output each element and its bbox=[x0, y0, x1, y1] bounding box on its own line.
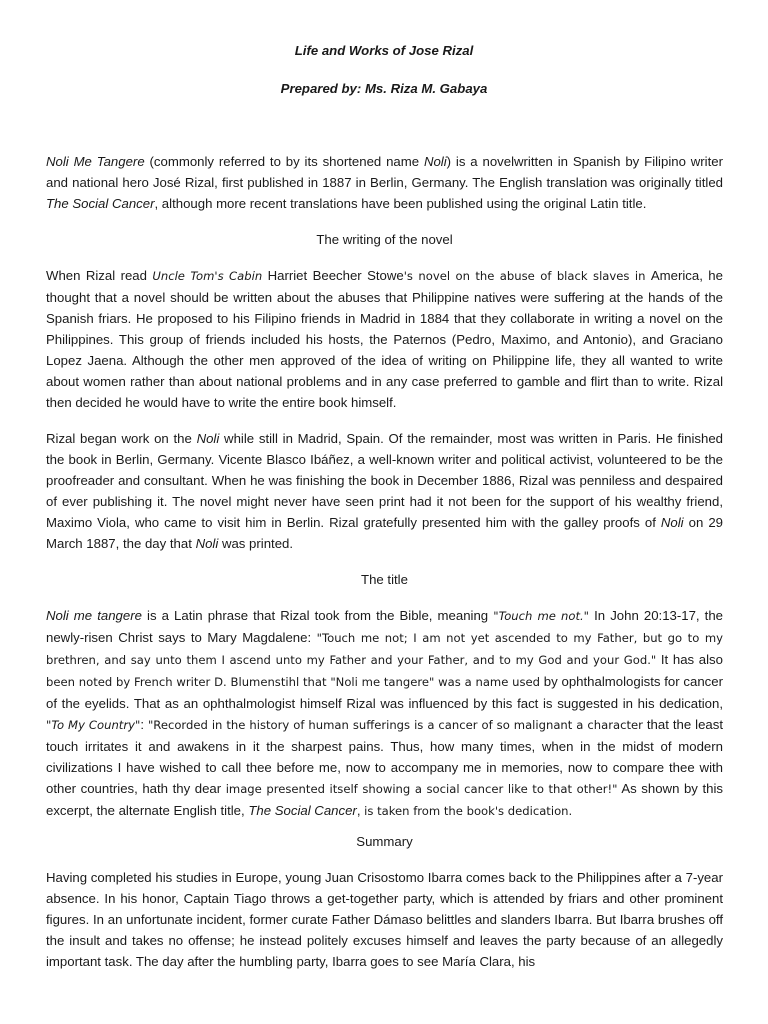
writing-paragraph-2 bbox=[46, 428, 723, 554]
paragraph-text: In John 20:13-17, the newly-risen Christ says to Mary Magdalene: bbox=[46, 608, 724, 645]
quote-text: is taken from the book's dedication. bbox=[364, 804, 573, 818]
book-title-text: Uncle Tom's Cabin bbox=[152, 269, 263, 283]
quote-text: "To My Country" bbox=[46, 718, 141, 732]
paragraph bbox=[46, 265, 723, 413]
paragraph-text: , although more recent translations have been published using the original Latin title. bbox=[154, 196, 647, 211]
paragraph-text: : bbox=[140, 717, 148, 732]
paragraph-text: that the least touch irritates it and awakens in it the sharpest pains. Thus, how many times, when in the midst of modern civilizations I have wished to call thee before me, now to accompany me in memories, now to compare thee with other countries, hath thy dear bbox=[46, 717, 724, 796]
emphasis-text: Noli Me Tangere bbox=[46, 154, 145, 169]
paragraph-text: (commonly referred to by its shortened name bbox=[144, 154, 424, 169]
emphasis-text: The Social Cancer bbox=[46, 196, 155, 211]
emphasis-text: Noli bbox=[195, 536, 219, 551]
section-heading-summary bbox=[46, 833, 723, 851]
document-title: Life and Works of Jose Rizal bbox=[294, 43, 474, 58]
paragraph-text: Harriet Beecher Stowe bbox=[262, 268, 404, 283]
section-heading-title bbox=[46, 571, 723, 589]
paragraph-text: It has also bbox=[656, 652, 723, 667]
document-author: Prepared by: Ms. Riza M. Gabaya bbox=[280, 81, 488, 96]
section-title: The writing of the novel bbox=[316, 232, 453, 247]
title-paragraph bbox=[46, 605, 723, 822]
emphasis-text: Noli bbox=[196, 431, 220, 446]
paragraph-text: was printed. bbox=[218, 536, 294, 551]
quote-text: been noted by French writer D. Blumenstihl that "Noli me tangere" was a name used bbox=[46, 675, 541, 689]
paragraph-text: As shown by this excerpt, the alternate English title, bbox=[46, 781, 723, 818]
paragraph-text: ) is a novelwritten in Spanish by Filipino writer and national hero José Rizal, first published in 1887 in Berlin, Germany. The English translation was originally titled bbox=[46, 154, 724, 190]
paragraph-text: 's novel on the abuse of black slaves in bbox=[403, 269, 651, 283]
emphasis-text: Noli bbox=[423, 154, 447, 169]
emphasis-text: Noli me tangere bbox=[46, 608, 142, 623]
paragraph-text: while still in Madrid, Spain. Of the remainder, most was written in Paris. He finished the book in Berlin, Germany. Vicente Blasco Ibáñez, a well-known writer and political activist, volunteered to be the proofreader and consultant. When he was finishing the book in December 1886, Rizal was penniless and despaired of ever publishing it. The novel might never have seen print had it not been for the support of his wealthy friend, Maximo Viola, who came to visit him in Berlin. Rizal gratefully presented him with the galley proofs of bbox=[46, 431, 723, 530]
paragraph: Having completed his studies in Europe, young Juan Crisostomo Ibarra comes back to the Philippines after a 7-year absence. In his honor, Captain Tiago throws a get-together party, which is attended by friars and other prominent figures. In an unfortunate incident, former curate Father Dámaso belittles and slanders Ibarra. But Ibarra brushes off the insult and takes no offense; he instead politely excuses himself and leaves the party because of an allegedly important task. The day after the humbling party, Ibarra goes to see María Clara, his bbox=[46, 870, 723, 969]
writing-paragraph-1 bbox=[46, 265, 723, 413]
paragraph-text: on 29 March 1887, the day that bbox=[46, 515, 723, 551]
intro-section bbox=[46, 151, 723, 214]
paragraph bbox=[46, 428, 723, 554]
quote-text: "Touch me not; I am not yet ascended to my Father, but go to my brethren, and say unto them I ascend unto my Father and your Father, and to my God and your God." bbox=[46, 631, 723, 667]
emphasis-text: Noli bbox=[660, 515, 684, 530]
paragraph-text: is a Latin phrase that Rizal took from the Bible, meaning bbox=[141, 608, 494, 623]
paragraph-text: When Rizal read bbox=[46, 268, 153, 283]
paragraph-text: , bbox=[356, 803, 365, 818]
paragraph bbox=[46, 605, 723, 822]
quote-text: image presented itself showing a social cancer like to that other!" bbox=[225, 782, 618, 796]
quote-text: "Touch me not." bbox=[493, 609, 590, 623]
section-title: The title bbox=[361, 572, 408, 587]
quote-text: "Recorded in the history of human sufferings is a cancer of so malignant a character bbox=[147, 718, 643, 732]
paragraph-text: Rizal began work on the bbox=[46, 431, 197, 446]
intro-paragraph bbox=[46, 151, 723, 214]
paragraph-text: America, he thought that a novel should be written about the abuses that Philippine natives were suffering at the hands of the Spanish friars. He proposed to his Filipino friends in Madrid in 1884 that they collaborate in writing a novel on the Philippines. This group of friends included his hosts, the Paternos (Pedro, Maximo, and Antonio), and Graciano Lopez Jaena. Although the other men approved of the idea of writing on Philippine life, they all wanted to write about women rather than about national problems and in any case preferred to gamble and flirt than to write. Rizal then decided he would have to write the entire book himself. bbox=[46, 268, 723, 410]
emphasis-text: The Social Cancer bbox=[248, 803, 357, 818]
section-heading-writing bbox=[46, 231, 723, 249]
paragraph-text: by ophthalmologists for cancer of the eyelids. That as an ophthalmologist himself Rizal was influenced by this fact is suggested in his dedication, bbox=[46, 674, 723, 711]
section-title: Summary bbox=[356, 834, 413, 849]
summary-paragraph bbox=[46, 867, 723, 972]
